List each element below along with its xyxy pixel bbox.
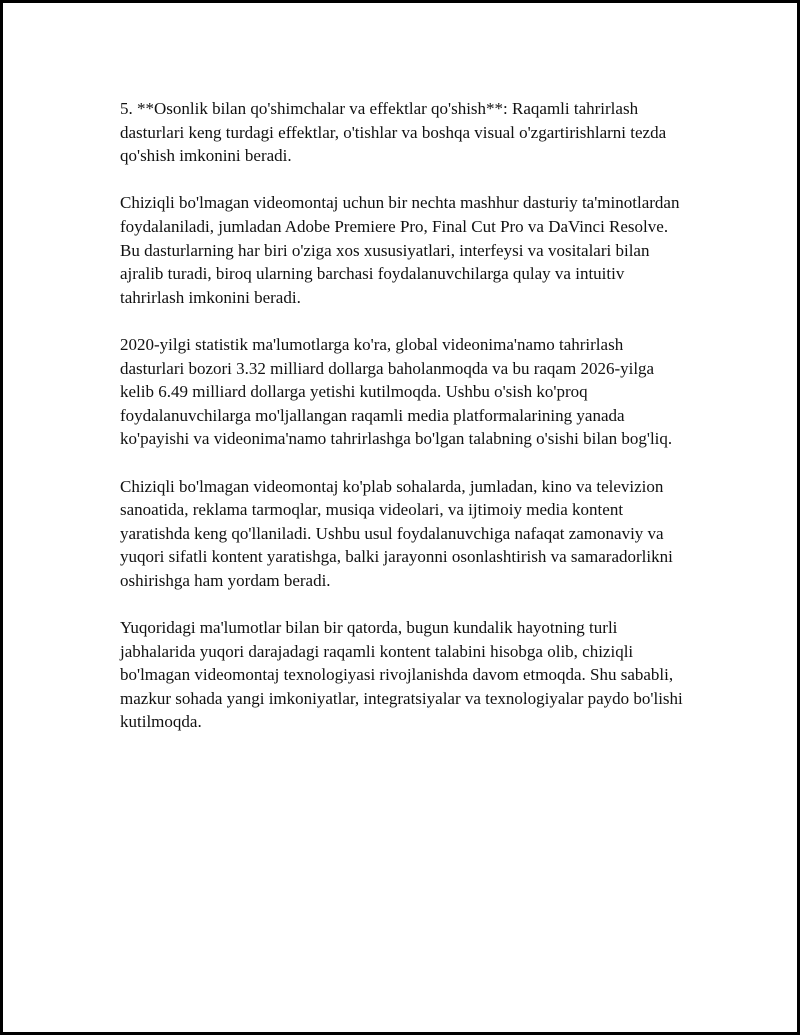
paragraph-2: Chiziqli bo'lmagan videomontaj uchun bir nechta mashhur dasturiy ta'minotlardan foydalaniladi, jumladan Adobe Premiere Pro, Final Cut Pro va DaVinci Resolve. Bu dasturlarning har biri o'ziga xos xususiyatlari, interfeysi va vositalari bilan ajralib turadi, biroq ularning barchasi foydalanuvchilarga qulay va intuitiv tahrirlash imkonini beradi. [120,193,680,307]
document-body [120,97,690,758]
paragraph-5: Yuqoridagi ma'lumotlar bilan bir qatorda, bugun kundalik hayotning turli jabhalarida yuqori darajadagi raqamli kontent talabini hisobga olib, chiziqli bo'lmagan videomontaj texnologiyasi rivojlanishda davom etmoqda. Shu sababli, mazkur sohada yangi imkoniyatlar, integratsiyalar va texnologiyalar paydo bo'lishi kutilmoqda. [120,618,683,732]
paragraph-1: 5. **Osonlik bilan qo'shimchalar va effektlar qo'shish**: Raqamli tahrirlash dasturlari keng turdagi effektlar, o'tishlar va boshqa visual o'zgartirishlarni tezda qo'shish imkonini beradi. [120,99,667,166]
paragraph-4: Chiziqli bo'lmagan videomontaj ko'plab sohalarda, jumladan, kino va televizion sanoatida, reklama tarmoqlar, musiqa videolari, va ijtimoiy media kontent yaratishda keng qo'llaniladi. Ushbu usul foydalanuvchiga nafaqat zamonaviy va yuqori sifatli kontent yaratishga, balki jarayonni osonlashtirish va samaradorlikni oshirishga ham yordam beradi. [120,476,673,590]
paragraph-3: 2020-yilgi statistik ma'lumotlarga ko'ra, global videonima'namo tahrirlash dasturlari bozori 3.32 milliard dollarga baholanmoqda va bu raqam 2026-yilga kelib 6.49 milliard dollarga yetishi kutilmoqda. Ushbu o'sish ko'proq foydalanuvchilarga mo'ljallangan raqamli media platformalarining yanada ko'payishi va videonima'namo tahrirlashga bo'lgan talabning o'sishi bilan bog'liq. [120,334,673,449]
